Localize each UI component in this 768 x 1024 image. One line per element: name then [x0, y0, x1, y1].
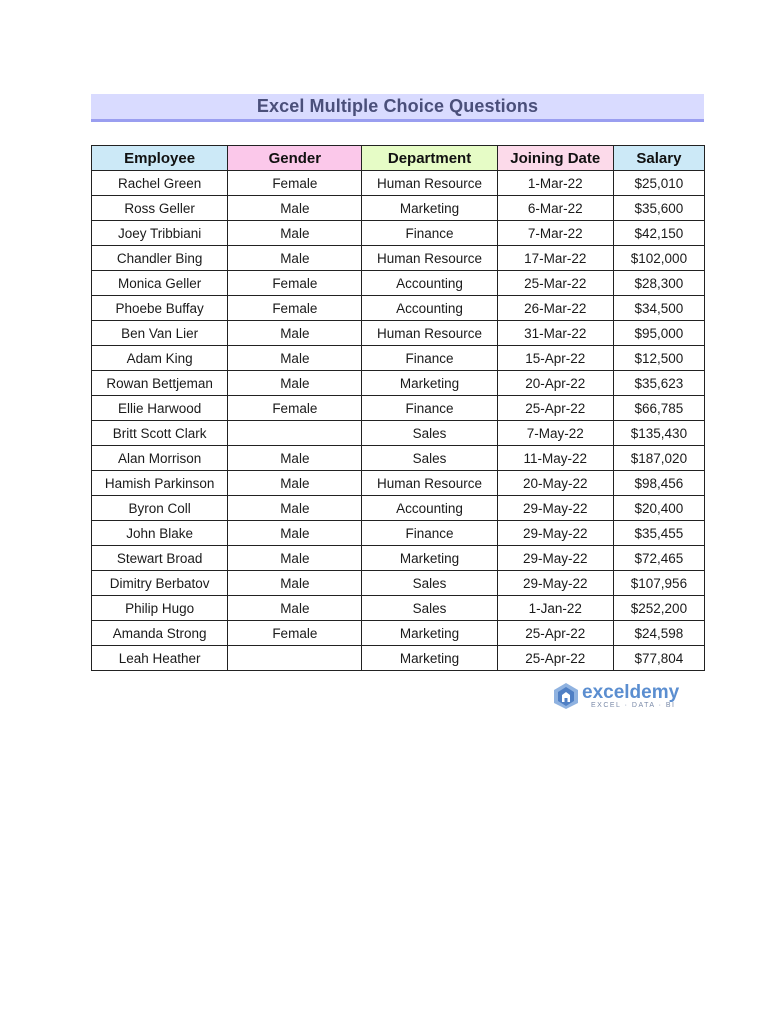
table-row [92, 196, 705, 221]
cell-employee[interactable]: Phoebe Buffay [92, 296, 228, 321]
cell-salary[interactable]: $34,500 [613, 296, 704, 321]
cell-employee[interactable]: Rowan Bettjeman [92, 371, 228, 396]
cell-employee[interactable]: Chandler Bing [92, 246, 228, 271]
cell-department[interactable]: Sales [362, 421, 497, 446]
cell-department[interactable]: Marketing [362, 371, 497, 396]
cell-department[interactable]: Human Resource [362, 471, 497, 496]
cell-salary[interactable]: $28,300 [613, 271, 704, 296]
cell-gender[interactable]: Male [228, 546, 362, 571]
cell-gender[interactable]: Male [228, 246, 362, 271]
cell-employee[interactable]: Byron Coll [92, 496, 228, 521]
cell-employee[interactable]: Ellie Harwood [92, 396, 228, 421]
cell-salary[interactable]: $66,785 [613, 396, 704, 421]
cell-employee[interactable]: Monica Geller [92, 271, 228, 296]
cell-salary[interactable]: $98,456 [613, 471, 704, 496]
table-row [92, 371, 705, 396]
cell-employee[interactable]: Leah Heather [92, 646, 228, 671]
cell-employee[interactable]: John Blake [92, 521, 228, 546]
cell-employee[interactable]: Amanda Strong [92, 621, 228, 646]
cell-salary[interactable]: $25,010 [613, 171, 704, 196]
cell-salary[interactable]: $107,956 [613, 571, 704, 596]
cell-department[interactable]: Finance [362, 521, 497, 546]
table-row [92, 546, 705, 571]
logo-name: exceldemy [582, 682, 680, 703]
cell-gender[interactable]: Male [228, 371, 362, 396]
cell-joining-date[interactable]: 26-Mar-22 [497, 296, 613, 321]
cell-department[interactable]: Accounting [362, 271, 497, 296]
cell-joining-date[interactable]: 7-May-22 [497, 421, 613, 446]
cell-department[interactable]: Finance [362, 221, 497, 246]
cell-joining-date[interactable]: 25-Mar-22 [497, 271, 613, 296]
header-salary[interactable]: Salary [613, 146, 704, 171]
cell-gender[interactable]: Female [228, 271, 362, 296]
cell-department[interactable]: Finance [362, 346, 497, 371]
header-gender[interactable]: Gender [228, 146, 362, 171]
table-row [92, 571, 705, 596]
cell-joining-date[interactable]: 20-Apr-22 [497, 371, 613, 396]
cell-employee[interactable]: Alan Morrison [92, 446, 228, 471]
cell-gender[interactable]: Female [228, 171, 362, 196]
cell-employee[interactable]: Ben Van Lier [92, 321, 228, 346]
header-row [92, 146, 705, 171]
cell-joining-date[interactable]: 15-Apr-22 [497, 346, 613, 371]
cell-joining-date[interactable]: 25-Apr-22 [497, 621, 613, 646]
page-title: Excel Multiple Choice Questions [256, 96, 539, 116]
table-body [92, 171, 705, 671]
cell-salary[interactable]: $72,465 [613, 546, 704, 571]
cell-joining-date[interactable]: 7-Mar-22 [497, 221, 613, 246]
cell-salary[interactable]: $12,500 [613, 346, 704, 371]
cell-employee[interactable]: Britt Scott Clark [92, 421, 228, 446]
cell-department[interactable]: Human Resource [362, 171, 497, 196]
table-row [92, 496, 705, 521]
exceldemy-logo-icon [553, 682, 579, 710]
cell-salary[interactable]: $135,430 [613, 421, 704, 446]
cell-joining-date[interactable]: 29-May-22 [497, 496, 613, 521]
cell-gender[interactable]: Male [228, 196, 362, 221]
cell-joining-date[interactable]: 11-May-22 [497, 446, 613, 471]
cell-employee[interactable]: Adam King [92, 346, 228, 371]
cell-joining-date[interactable]: 29-May-22 [497, 571, 613, 596]
table-row [92, 346, 705, 371]
cell-joining-date[interactable]: 17-Mar-22 [497, 246, 613, 271]
cell-department[interactable]: Human Resource [362, 246, 497, 271]
header-department[interactable]: Department [362, 146, 497, 171]
cell-joining-date[interactable]: 20-May-22 [497, 471, 613, 496]
cell-salary[interactable]: $77,804 [613, 646, 704, 671]
cell-employee[interactable]: Dimitry Berbatov [92, 571, 228, 596]
cell-gender[interactable]: Male [228, 496, 362, 521]
cell-salary[interactable]: $35,455 [613, 521, 704, 546]
table-row [92, 296, 705, 321]
cell-department[interactable]: Accounting [362, 296, 497, 321]
cell-joining-date[interactable]: 25-Apr-22 [497, 396, 613, 421]
cell-department[interactable]: Sales [362, 446, 497, 471]
cell-employee[interactable]: Ross Geller [92, 196, 228, 221]
cell-salary[interactable]: $24,598 [613, 621, 704, 646]
table-row [92, 171, 705, 196]
table-row [92, 321, 705, 346]
cell-gender[interactable]: Male [228, 446, 362, 471]
cell-gender[interactable] [228, 421, 362, 446]
cell-gender[interactable]: Male [228, 521, 362, 546]
cell-gender[interactable]: Female [228, 621, 362, 646]
cell-gender[interactable]: Female [228, 396, 362, 421]
table-row [92, 421, 705, 446]
cell-gender[interactable]: Female [228, 296, 362, 321]
cell-gender[interactable]: Male [228, 221, 362, 246]
cell-joining-date[interactable]: 1-Mar-22 [497, 171, 613, 196]
cell-gender[interactable]: Male [228, 321, 362, 346]
table-row [92, 396, 705, 421]
cell-department[interactable]: Marketing [362, 621, 497, 646]
cell-joining-date[interactable]: 1-Jan-22 [497, 596, 613, 621]
cell-joining-date[interactable]: 31-Mar-22 [497, 321, 613, 346]
cell-department[interactable]: Marketing [362, 546, 497, 571]
cell-department[interactable]: Finance [362, 396, 497, 421]
table-row [92, 446, 705, 471]
cell-joining-date[interactable]: 6-Mar-22 [497, 196, 613, 221]
cell-salary[interactable]: $252,200 [613, 596, 704, 621]
table-row [92, 271, 705, 296]
table-row [92, 621, 705, 646]
table-row [92, 471, 705, 496]
cell-joining-date[interactable]: 29-May-22 [497, 546, 613, 571]
cell-department[interactable]: Human Resource [362, 321, 497, 346]
cell-joining-date[interactable]: 25-Apr-22 [497, 646, 613, 671]
cell-employee[interactable]: Rachel Green [92, 171, 228, 196]
cell-salary[interactable]: $20,400 [613, 496, 704, 521]
cell-gender[interactable]: Male [228, 471, 362, 496]
cell-joining-date[interactable]: 29-May-22 [497, 521, 613, 546]
cell-salary[interactable]: $102,000 [613, 246, 704, 271]
cell-employee[interactable]: Philip Hugo [92, 596, 228, 621]
cell-employee[interactable]: Hamish Parkinson [92, 471, 228, 496]
cell-department[interactable]: Sales [362, 571, 497, 596]
table-row [92, 521, 705, 546]
cell-salary[interactable]: $42,150 [613, 221, 704, 246]
table-row [92, 646, 705, 671]
cell-salary[interactable]: $95,000 [613, 321, 704, 346]
table-row [92, 596, 705, 621]
cell-department[interactable]: Marketing [362, 196, 497, 221]
logo-tagline: EXCEL · DATA · BI [591, 702, 676, 709]
cell-department[interactable]: Marketing [362, 646, 497, 671]
cell-department[interactable]: Accounting [362, 496, 497, 521]
cell-salary[interactable]: $187,020 [613, 446, 704, 471]
table-row [92, 246, 705, 271]
exceldemy-logo [553, 682, 678, 712]
cell-gender[interactable]: Male [228, 571, 362, 596]
table-row [92, 221, 705, 246]
cell-employee[interactable]: Joey Tribbiani [92, 221, 228, 246]
cell-salary[interactable]: $35,623 [613, 371, 704, 396]
cell-gender[interactable]: Male [228, 346, 362, 371]
cell-gender[interactable]: Male [228, 596, 362, 621]
cell-department[interactable]: Sales [362, 596, 497, 621]
cell-salary[interactable]: $35,600 [613, 196, 704, 221]
employee-table [91, 145, 705, 671]
header-joining-date[interactable]: Joining Date [497, 146, 613, 171]
cell-gender[interactable] [228, 646, 362, 671]
header-employee[interactable]: Employee [92, 146, 228, 171]
cell-employee[interactable]: Stewart Broad [92, 546, 228, 571]
title-bar [91, 94, 704, 122]
